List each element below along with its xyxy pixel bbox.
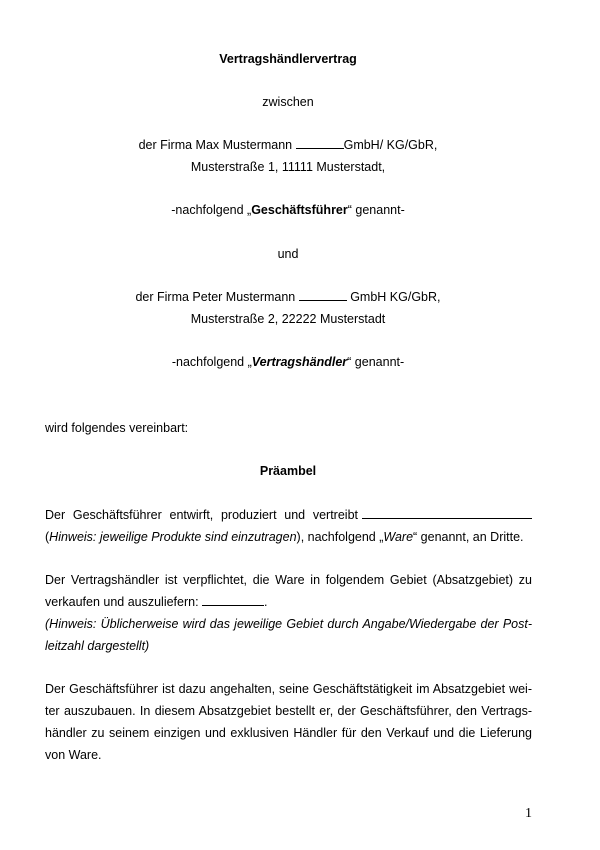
para2-line2-suffix: . bbox=[264, 595, 268, 609]
para1-tail: “ genannt, an Dritte. bbox=[413, 530, 524, 544]
party2-name-line bbox=[0, 286, 576, 308]
designation2-term: Vertragshändler bbox=[251, 355, 348, 369]
para1-line1-text: Der Geschäftsführer entwirft, produziert und vertreibt bbox=[45, 508, 358, 522]
para1-line1 bbox=[45, 504, 532, 526]
para2-line2-prefix: verkaufen und auszuliefern: bbox=[45, 595, 203, 609]
party1-address: Musterstraße 1, 11111 Musterstadt, bbox=[190, 160, 386, 174]
para3-line2: ter auszubauen. In diesem Absatzgebiet bestellt er, der Geschäftsführer, den Vertrags- bbox=[45, 704, 532, 718]
para3-line3: händler zu seinem einzigen und exklusiven Händler für den Verkauf und die Lieferung bbox=[45, 726, 532, 740]
para1-hint-close: ), nachfolgend „ bbox=[296, 530, 384, 544]
party2-blank bbox=[299, 286, 347, 301]
designation1 bbox=[0, 199, 576, 221]
para1-hint-open: ( bbox=[45, 530, 50, 544]
para2-hint-line2: leitzahl dargestellt) bbox=[45, 639, 150, 653]
party1-blank bbox=[296, 134, 344, 149]
agreement-intro bbox=[45, 417, 532, 439]
para3-line1: Der Geschäftsführer ist dazu angehalten, seine Geschäftstätigkeit im Absatzgebiet wei- bbox=[45, 682, 532, 696]
preamble-paragraph-3 bbox=[45, 678, 532, 766]
designation1-suffix: “ genannt- bbox=[347, 203, 405, 217]
designation1-term: Geschäftsführer bbox=[251, 203, 348, 217]
para3-line4: von Ware. bbox=[45, 748, 102, 762]
document-title: Vertragshändlervertrag bbox=[219, 52, 357, 66]
page-number: 1 bbox=[525, 806, 532, 821]
para1-hint: Hinweis: jeweilige Produkte sind einzutragen bbox=[49, 530, 297, 544]
party2-address: Musterstraße 2, 22222 Musterstadt bbox=[190, 312, 386, 326]
designation1-prefix: -nachfolgend „ bbox=[171, 203, 252, 217]
agreement-intro-text: wird folgendes vereinbart: bbox=[45, 421, 189, 435]
para2-hint-line1: (Hinweis: Üblicherweise wird das jeweilige Gebiet durch Angabe/Wiedergabe der Post- bbox=[45, 617, 532, 631]
between-text: zwischen bbox=[262, 95, 314, 109]
preamble-heading: Präambel bbox=[259, 464, 317, 478]
territory-blank bbox=[202, 591, 264, 606]
para1-line2 bbox=[45, 526, 532, 548]
and-text: und bbox=[277, 247, 299, 261]
preamble-paragraph-2 bbox=[45, 569, 532, 657]
party2-name-prefix: der Firma Peter Mustermann bbox=[135, 290, 299, 304]
preamble-paragraph-1 bbox=[45, 504, 532, 548]
designation2-suffix: “ genannt- bbox=[347, 355, 405, 369]
party1-name-line bbox=[0, 134, 576, 156]
party2-name-suffix: GmbH KG/GbR, bbox=[346, 290, 441, 304]
designation2-prefix: -nachfolgend „ bbox=[171, 355, 252, 369]
para2-line2 bbox=[45, 591, 532, 613]
party1-name-suffix: GmbH/ KG/GbR, bbox=[343, 138, 438, 152]
party1-name-prefix: der Firma Max Mustermann bbox=[138, 138, 296, 152]
para2-line1: Der Vertragshändler ist verpflichtet, die Ware in folgendem Gebiet (Absatzgebiet) zu bbox=[45, 573, 532, 587]
products-blank bbox=[362, 504, 532, 519]
designation2 bbox=[0, 351, 576, 373]
para1-term: Ware bbox=[383, 530, 414, 544]
